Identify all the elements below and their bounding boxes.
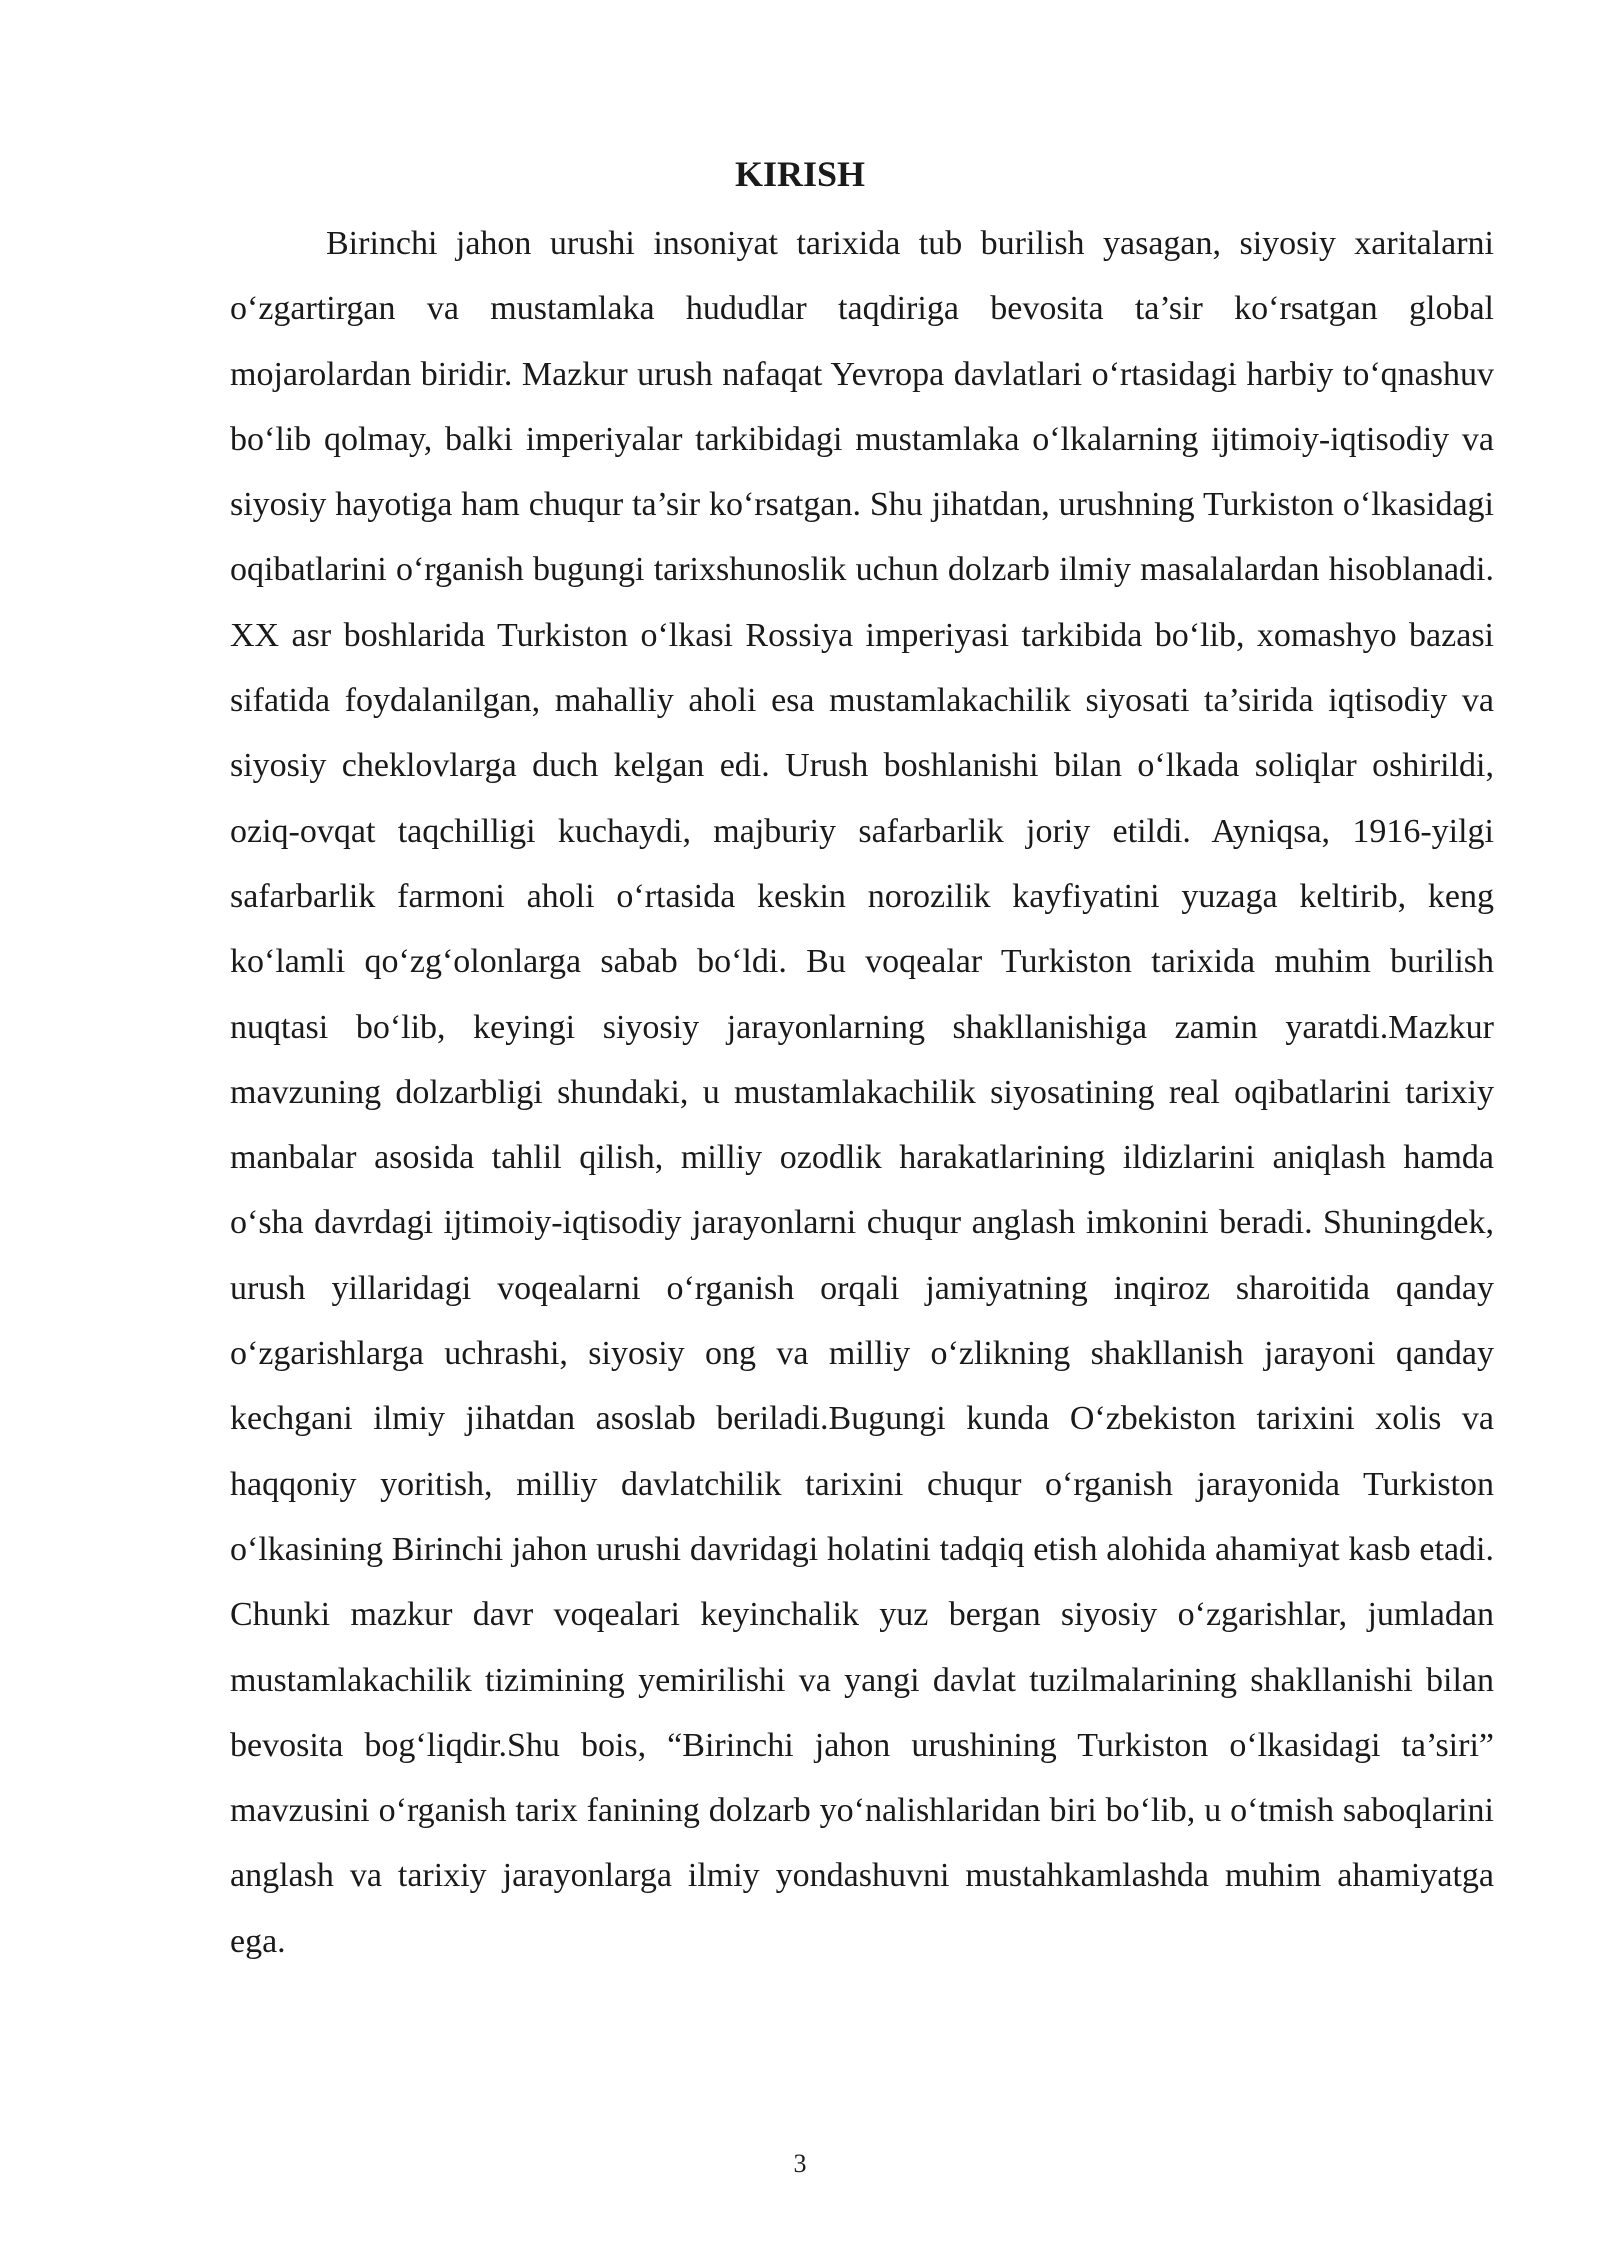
body-paragraph: Birinchi jahon urushi insoniyat tarixida tub burilish yasagan, siyosiy xaritalarni o‘zgartirgan va mustamlaka hududlar taqdiriga bevosita ta’sir ko‘rsatgan global mojarolardan biridir. Mazkur urush nafaqat Yevropa davlatlari o‘rtasidagi harbiy to‘qnashuv bo‘lib qolmay, balki imperiyalar tarkibidagi mustamlaka o‘lkalarning ijtimoiy-iqtisodiy va siyosiy hayotiga ham chuqur ta’sir ko‘rsatgan. Shu jihatdan, urushning Turkiston o‘lkasidagi oqibatlarini o‘rganish bugungi tarixshunoslik uchun dolzarb ilmiy masalalardan hisoblanadi. XX asr boshlarida Turkiston o‘lkasi Rossiya imperiyasi tarkibida bo‘lib, xomashyo bazasi sifatida foydalanilgan, mahalliy aholi esa mustamlakachilik siyosati ta’sirida iqtisodiy va siyosiy cheklovlarga duch kelgan edi. Urush boshlanishi bilan o‘lkada soliqlar oshirildi, oziq-ovqat taqchilligi kuchaydi, majburiy safarbarlik joriy etildi. Ayniqsa, 1916-yilgi safarbarlik farmoni aholi o‘rtasida keskin norozilik kayfiyatini yuzaga keltirib, keng ko‘lamli qo‘zg‘olonlarga sabab bo‘ldi. Bu voqealar Turkiston tarixida muhim burilish nuqtasi bo‘lib, keyingi siyosiy jarayonlarning shakllanishiga zamin yaratdi.Mazkur mavzuning dolzarbligi shundaki, u mustamlakachilik siyosatining real oqibatlarini tarixiy manbalar asosida tahlil qilish, milliy ozodlik harakatlarining ildizlarini aniqlash hamda o‘sha davrdagi ijtimoiy-iqtisodiy jarayonlarni chuqur anglash imkonini beradi. Shuningdek, urush yillaridagi voqealarni o‘rganish orqali jamiyatning inqiroz sharoitida qanday o‘zgarishlarga uchrashi, siyosiy ong va milliy o‘zlikning shakllanish jarayoni qanday kechgani ilmiy jihatdan asoslab beriladi.Bugungi kunda O‘zbekiston tarixini xolis va haqqoniy yoritish, milliy davlatchilik tarixini chuqur o‘rganish jarayonida Turkiston o‘lkasining Birinchi jahon urushi davridagi holatini tadqiq etish alohida ahamiyat kasb etadi. Chunki mazkur davr voqealari keyinchalik yuz bergan siyosiy o‘zgarishlar, jumladan mustamlakachilik tizimining yemirilishi va yangi davlat tuzilmalarining shakllanishi bilan bevosita bog‘liqdir.Shu bois, “Birinchi jahon urushining Turkiston o‘lkasidagi ta’siri” mavzusini o‘rganish tarix fanining dolzarb yo‘nalishlaridan biri bo‘lib, u o‘tmish saboqlarini anglash va tarixiy jarayonlarga ilmiy yondashuvni mustahkamlashda muhim ahamiyatga ega. [230, 225, 1494, 1960]
page-number: 3 [793, 2149, 807, 2178]
page-title: KIRISH [734, 154, 866, 194]
